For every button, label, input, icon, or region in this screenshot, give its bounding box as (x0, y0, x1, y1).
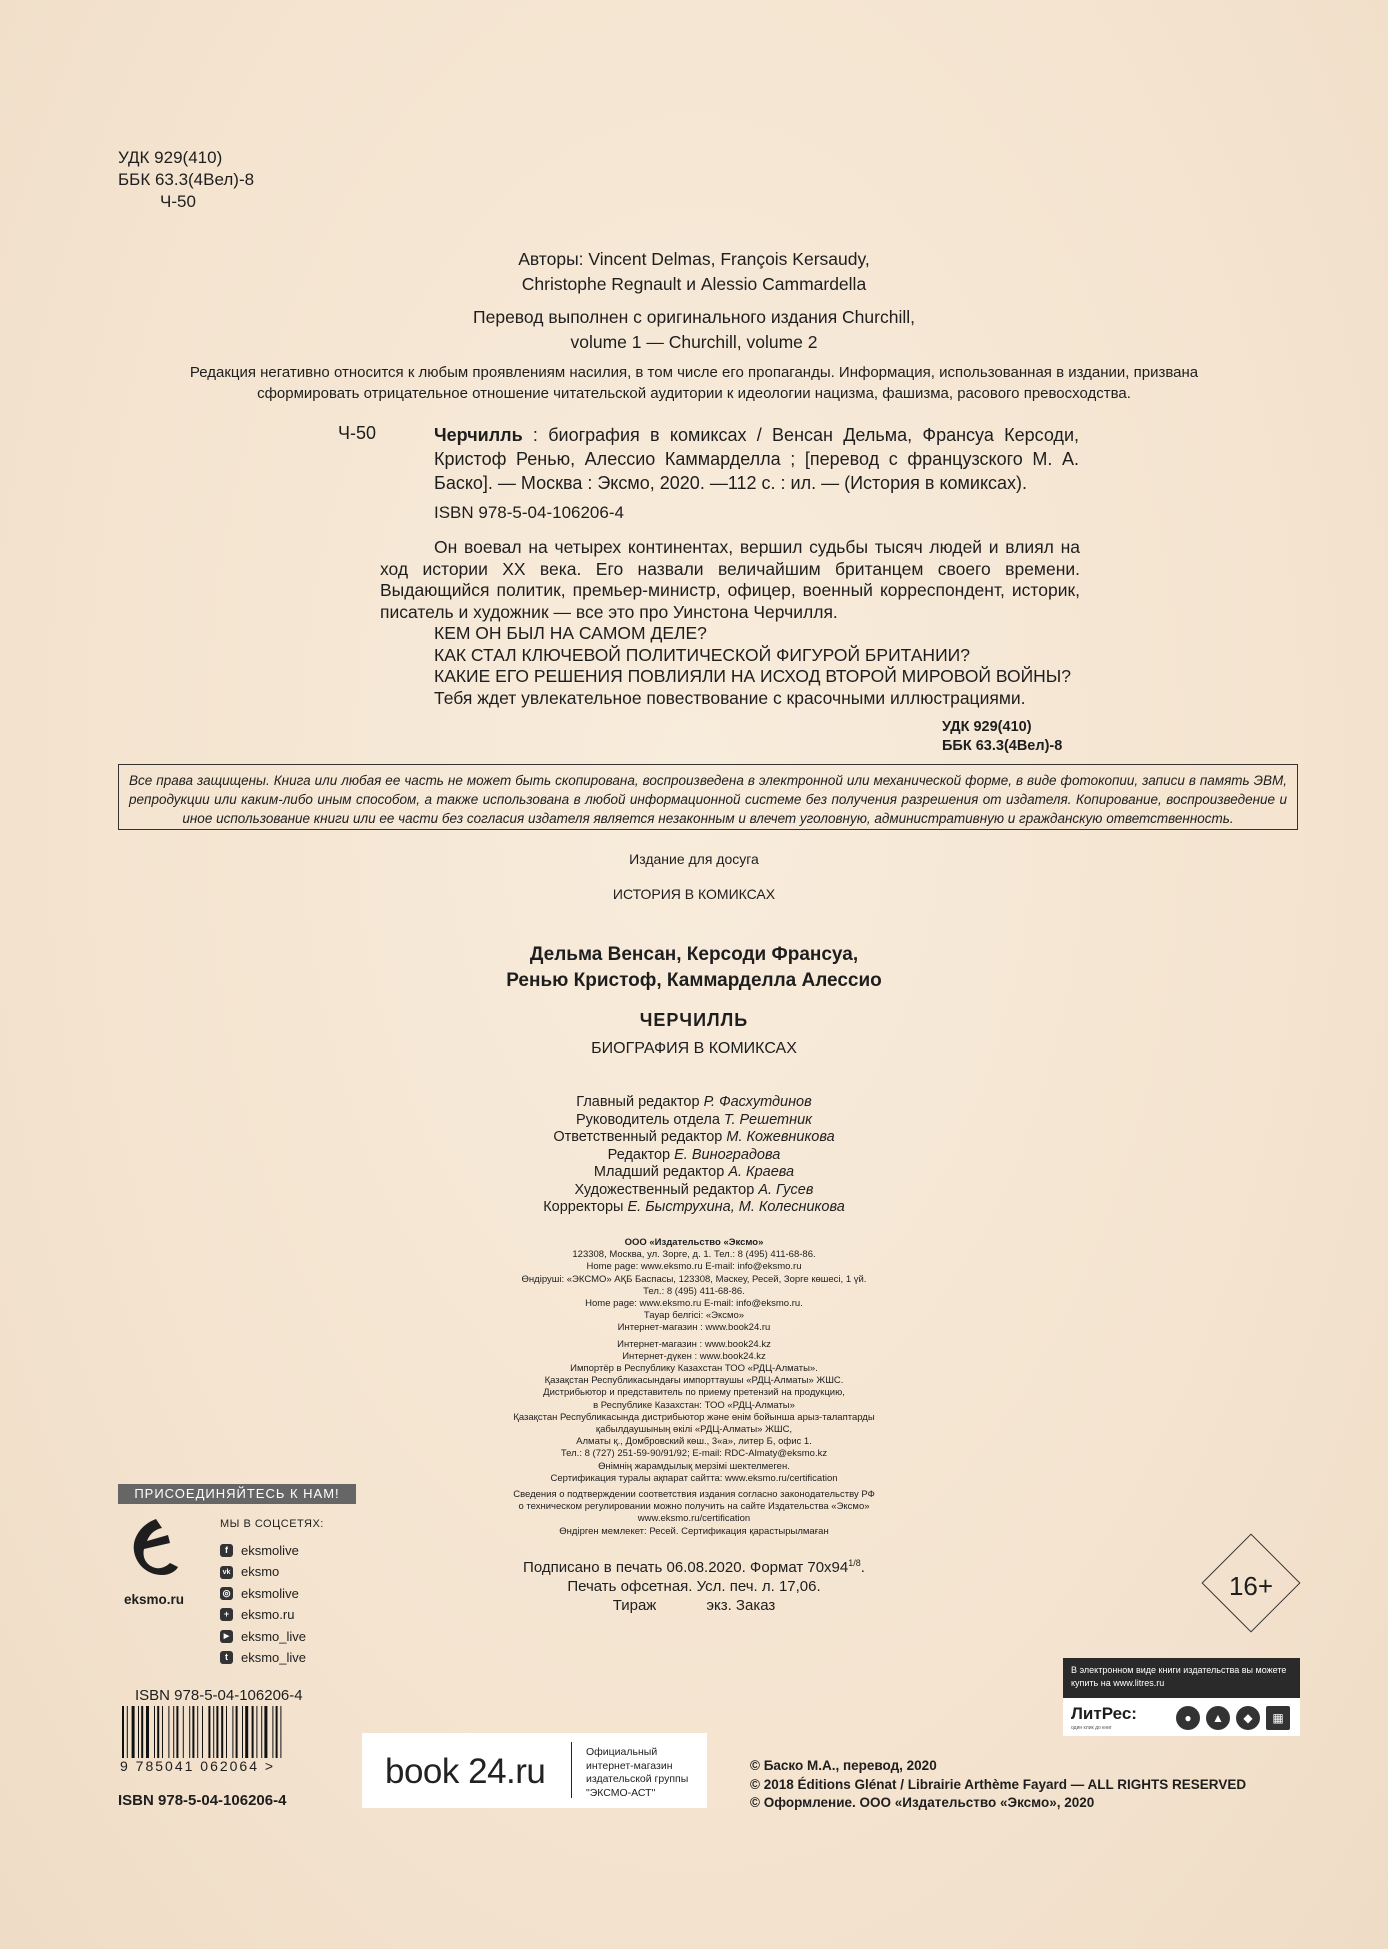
publisher-line: Тел.: 8 (727) 251-59-90/91/92; E-mail: RDC-Almaty@eksmo.kz (560, 1448, 828, 1460)
publisher-line: Сертификация туралы ақпарат сайтта: www.eksmo.ru/certification (550, 1472, 838, 1484)
barcode-icon (120, 1706, 335, 1758)
eksmo-site-link[interactable]: eksmo.ru (124, 1592, 185, 1607)
litres-slogan: один клик до книг (1071, 1725, 1112, 1731)
staff-row: Главный редактор Р. Фасхутдинов (576, 1094, 812, 1110)
book24-caption-line: издательской группы (586, 1773, 689, 1785)
staff-row: Младший редактор А. Краева (593, 1164, 795, 1180)
copyright-block (750, 1757, 1246, 1813)
udk-code: УДК 929(410) (942, 719, 1032, 735)
publisher-line: Интернет-магазин : www.book24.ru (617, 1322, 771, 1334)
bib-details: : биография в комиксах / Венсан Дельма, Франсуа Керсоди, Кристоф Ренью, Алессио Каммарделла ; [перевод с французского М. А. Баско]. — Москва : Эксмо, 2020. —112 с. : ил. — (История в комиксах). (434, 425, 1079, 493)
cipher: Ч-50 (338, 423, 377, 443)
barcode-number: 9 785041 062064 > (120, 1758, 276, 1774)
book24-logo: book 24.ru (385, 1752, 546, 1791)
translation-line: Перевод выполнен с оригинального издания Churchill, (473, 307, 915, 327)
udk-code: УДК 929(410) (118, 148, 223, 167)
litres-banner[interactable] (1063, 1658, 1300, 1698)
print-line: Печать офсетная. Усл. печ. л. 17,06. (567, 1578, 821, 1595)
copyright-line: © Оформление. ООО «Издательство «Эксмо», 2020 (750, 1795, 1095, 1810)
social-label: eksmo_live (241, 1628, 307, 1644)
publisher-line: Өндіруші: «ЭКСМО» АҚБ Баспасы, 123308, Мәскеу, Ресей, Зорге көшесі, 1 үй. (521, 1273, 867, 1285)
book24-divider (571, 1742, 572, 1798)
publisher-line: Home page: www.eksmo.ru E-mail: info@eksmo.ru (586, 1261, 802, 1273)
social-label: eksmo (241, 1564, 280, 1580)
staff-row: Руководитель отдела Т. Решетник (575, 1111, 813, 1128)
publisher-line: Қазақстан Республикасында дистрибьютор және өнім бойынша арыз-талаптарды (513, 1411, 875, 1423)
author-names-line: Дельма Венсан, Керсоди Франсуа, (529, 944, 859, 965)
publisher-line: Интернет-магазин : www.book24.kz (617, 1338, 771, 1350)
authors-line: Christophe Regnault и Alessio Cammardella (521, 274, 867, 294)
social-list (220, 1540, 306, 1668)
annotation-closing: Тебя ждет увлекательное повествование с красочными иллюстрациями. (434, 687, 1026, 708)
litres-text: В электронном виде книги издательства вы можете (1071, 1665, 1287, 1675)
annotation-text: Он воевал на четырех континентах, вершил судьбы тысяч людей и влиял на ход истории XX века. Его назвали величайшим британцем своего времени. Выдающийся политик, премьер-министр, офицер, военный корреспондент, историк, писатель и художник — все это про Уинстона Черчилля. (380, 537, 1080, 622)
join-us-banner: ПРИСОЕДИНЯЙТЕСЬ К НАМ! (118, 1484, 356, 1504)
instagram-icon: ◎ (220, 1587, 233, 1600)
publisher-line: в Республике Казахстан: ТОО «РДЦ-Алматы» (593, 1399, 795, 1411)
publisher-line: о техническом регулировании можно получить на сайте Издательства «Эксмо» (518, 1501, 870, 1513)
author-names (0, 942, 1388, 994)
publisher-line: Қазақстан Республикасындағы импорттаушы «РДЦ-Алматы» ЖШС. (544, 1375, 844, 1387)
publisher-line: Тел.: 8 (495) 411-68-86. (643, 1285, 745, 1297)
print-line: Тираж экз. Заказ (612, 1597, 776, 1614)
copyright-line: © Баско М.А., перевод, 2020 (750, 1758, 937, 1773)
book24-caption-line: "ЭКСМО-АСТ" (586, 1786, 656, 1799)
social-label: eksmolive (241, 1585, 299, 1601)
windows-phone-icon[interactable]: ◆ (1236, 1706, 1260, 1730)
social-item[interactable] (220, 1604, 306, 1625)
udk-block (118, 147, 254, 213)
litres-text: купить на www.litres.ru (1071, 1678, 1165, 1688)
barcode-isbn: ISBN 978-5-04-106206-4 (135, 1687, 303, 1704)
author-sign: Ч-50 (160, 192, 196, 211)
book24-caption (586, 1746, 688, 1800)
edition-type: Издание для досуга (629, 851, 759, 867)
staff-row: Ответственный редактор М. Кожевникова (553, 1129, 835, 1145)
publisher-line: www.eksmo.ru/certification (637, 1513, 751, 1525)
editorial-staff (0, 1094, 1388, 1217)
print-format: Подписано в печать 06.08.2020. Формат $70x94^{1/8}$. (523, 1558, 865, 1576)
vk-icon: vk (220, 1566, 233, 1579)
social-label: eksmolive (241, 1543, 299, 1558)
social-item[interactable] (220, 1561, 306, 1582)
publisher-line: Өндірген мемлекет: Ресей. Сертификация қарастырылмаған (559, 1525, 829, 1537)
book24-caption-line: интернет-магазин (586, 1759, 673, 1772)
twitter-icon: t (220, 1651, 233, 1664)
ok-icon: + (220, 1608, 233, 1621)
facebook-icon: f (220, 1544, 233, 1557)
annotation-question: КЕМ ОН БЫЛ НА САМОМ ДЕЛЕ? (434, 623, 707, 643)
publisher-line: Алматы қ., Домбровский көш., 3«а», литер Б, офис 1. (576, 1436, 812, 1448)
publisher-line: Импортёр в Республику Казахстан ТОО «РДЦ-Алматы». (570, 1363, 818, 1375)
udk-bottom (942, 718, 1062, 756)
android-icon[interactable]: ▲ (1206, 1706, 1230, 1730)
violence-warning: Редакция негативно относится к любым проявлениям насилия, в том числе его пропаганды. Информация, использованная в издании, призвана сформировать отрицательное отношение читательской аудитории к идеологии нацизма, фашизма, расового превосходства. (189, 364, 1199, 402)
isbn-main: ISBN 978-5-04-106206-4 (434, 503, 624, 522)
age-rating: 16+ (1228, 1571, 1274, 1601)
isbn-bottom: ISBN 978-5-04-106206-4 (118, 1792, 287, 1809)
publisher-line: Home page: www.eksmo.ru E-mail: info@eksmo.ru. (585, 1298, 803, 1310)
youtube-icon: ▶ (220, 1630, 233, 1643)
publisher-line: Дистрибьютор и представитель по приему претензий на продукцию, (543, 1387, 845, 1399)
social-label: eksmo.ru (241, 1607, 295, 1623)
social-item[interactable] (220, 1626, 306, 1647)
book24-caption-line: Официальный (586, 1746, 658, 1758)
bibliographic-record (434, 423, 1079, 495)
publisher-line: Өнімнің жарамдылық мерзімі шектелмеген. (598, 1460, 790, 1472)
book-subtitle: БИОГРАФИЯ В КОМИКСАХ (591, 1040, 797, 1057)
series-name: ИСТОРИЯ В КОМИКСАХ (612, 886, 776, 902)
bbk-code: ББК 63.3(4Вел)-8 (942, 738, 1063, 754)
copyright-line: © 2018 Éditions Glénat / Librairie Arthème Fayard — ALL RIGHTS RESERVED (750, 1776, 1247, 1792)
annotation (380, 537, 1080, 709)
book-title-bold: Черчилль (434, 425, 523, 445)
social-heading: МЫ В СОЦСЕТЯХ: (220, 1518, 324, 1530)
rights-notice: Все права защищены. Книга или любая ее часть не может быть скопирована, воспроизведена в электронной или механической форме, в виде фотокопии, записи в память ЭВМ, репродукции или каким-либо иным способом, а также использована в любой информационной системе без получения разрешения от издателя. Копирование, воспроизведение и иное использование книги или ее части без согласия издателя является незаконным и влечет уголовную, административную и гражданскую ответственность. (118, 764, 1298, 830)
eksmo-logo-icon (130, 1517, 180, 1579)
authors-line: Авторы: Vincent Delmas, François Kersaudy, (518, 249, 870, 269)
bbk-code: ББК 63.3(4Вел)-8 (118, 170, 255, 189)
litres-logo: ЛитРес: (1071, 1704, 1137, 1723)
authors-credit (0, 247, 1388, 297)
social-item[interactable] (220, 1647, 306, 1668)
social-item[interactable] (220, 1540, 306, 1561)
publisher-name: ООО «Издательство «Эксмо» (624, 1237, 764, 1248)
translation-note (0, 305, 1388, 355)
publisher-line: Интернет-дүкен : www.book24.kz (622, 1350, 766, 1362)
book-title: ЧЕРЧИЛЛЬ (639, 1010, 749, 1030)
annotation-question: КАКИЕ ЕГО РЕШЕНИЯ ПОВЛИЯЛИ НА ИСХОД ВТОРОЙ МИРОВОЙ ВОЙНЫ? (434, 666, 1072, 686)
publisher-line: қабылдаушының өкілі «РДЦ-Алматы» ЖШС, (595, 1424, 793, 1436)
print-info (0, 1554, 1388, 1615)
publisher-line: Сведения о подтверждении соответствия издания согласно законодательству РФ (513, 1489, 875, 1501)
staff-row: Художественный редактор А. Гусев (574, 1181, 814, 1198)
translation-line: volume 1 — Churchill, volume 2 (570, 332, 818, 352)
social-label: eksmo_live (241, 1650, 307, 1666)
annotation-question: КАК СТАЛ КЛЮЧЕВОЙ ПОЛИТИЧЕСКОЙ ФИГУРОЙ БРИТАНИИ? (434, 644, 970, 665)
author-names-line: Ренью Кристоф, Каммарделла Алессио (506, 970, 882, 991)
publisher-line: 123308, Москва, ул. Зорге, д. 1. Тел.: 8 (495) 411-68-86. (572, 1249, 816, 1261)
staff-row: Редактор Е. Виноградова (607, 1146, 781, 1163)
staff-row: Корректоры Е. Быструхина, М. Колесникова (543, 1199, 845, 1215)
publisher-line: Тауар белгісі: «Эксмо» (643, 1310, 745, 1322)
social-item[interactable] (220, 1583, 306, 1604)
apple-icon[interactable]: ● (1176, 1706, 1200, 1730)
windows-icon[interactable]: ▦ (1266, 1706, 1290, 1730)
